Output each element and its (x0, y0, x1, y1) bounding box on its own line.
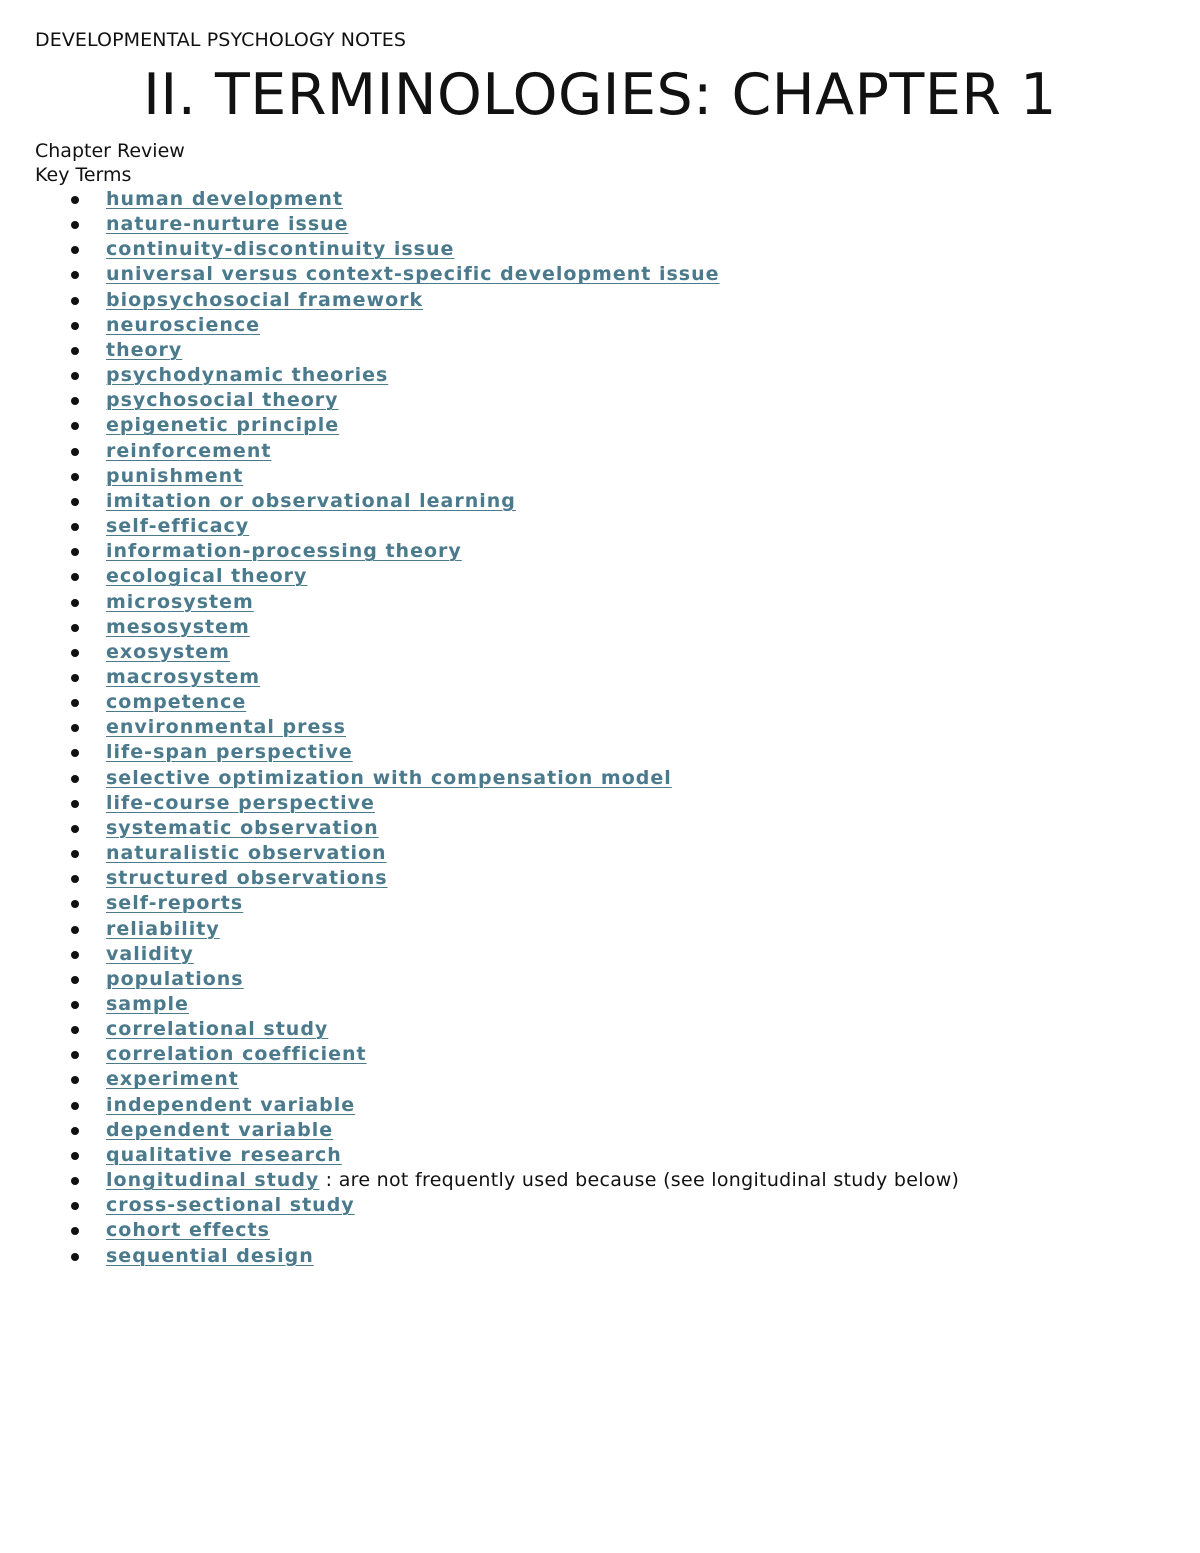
term-link[interactable]: correlation coefficient (106, 1043, 367, 1066)
page-title: II. TERMINOLOGIES: CHAPTER 1 (143, 62, 1057, 128)
term-link[interactable]: imitation or observational learning (106, 489, 516, 512)
term-link[interactable]: independent variable (106, 1093, 356, 1116)
term-link[interactable]: universal versus context-specific development issue (106, 263, 720, 286)
term-link[interactable]: cohort effects (106, 1219, 270, 1242)
bullet-icon (71, 599, 79, 607)
bullet-icon (71, 271, 79, 279)
term-with-note (106, 1168, 959, 1193)
bullet-icon (71, 900, 79, 908)
bullet-icon (71, 1227, 79, 1235)
bullet-icon (71, 775, 79, 783)
term-link[interactable]: sample (106, 993, 189, 1015)
bullet-icon (71, 850, 79, 858)
document-header: DEVELOPMENTAL PSYCHOLOGY NOTES (35, 29, 407, 51)
term-link[interactable]: correlational study (106, 1018, 329, 1041)
bullet-icon (71, 1076, 79, 1084)
term-link[interactable]: systematic observation (106, 816, 379, 839)
bullet-icon (71, 825, 79, 833)
key-terms-heading: Key Terms (35, 164, 132, 186)
term-note: : are not frequently used because (see longitudinal study below) (319, 1169, 960, 1192)
bullet-icon (71, 1202, 79, 1210)
bullet-icon (71, 1127, 79, 1135)
bullet-icon (71, 347, 79, 355)
term-link[interactable]: exosystem (106, 640, 230, 663)
bullet-icon (71, 422, 79, 430)
term-link[interactable]: continuity-discontinuity issue (106, 238, 455, 261)
bullet-icon (71, 448, 79, 456)
bullet-icon (71, 875, 79, 883)
bullet-icon (71, 1253, 79, 1261)
term-link[interactable]: populations (106, 967, 244, 990)
term-link[interactable]: structured observations (106, 867, 388, 890)
bullet-icon (71, 649, 79, 657)
bullet-icon (71, 699, 79, 707)
chapter-review-heading: Chapter Review (35, 140, 185, 162)
bullet-icon (71, 674, 79, 682)
term-link[interactable]: validity (106, 942, 194, 965)
bullet-icon (71, 473, 79, 481)
bullet-icon (71, 548, 79, 556)
bullet-icon (71, 1177, 79, 1185)
term-link[interactable]: cross-sectional study (106, 1194, 355, 1217)
bullet-icon (71, 523, 79, 531)
bullet-icon (71, 196, 79, 204)
bullet-icon (71, 1026, 79, 1034)
bullet-icon (71, 246, 79, 254)
bullet-icon (71, 976, 79, 984)
term-link[interactable]: ecological theory (106, 565, 308, 588)
term-link[interactable]: theory (106, 338, 183, 361)
bullet-icon (71, 397, 79, 405)
term-link[interactable]: self-efficacy (106, 515, 250, 538)
bullet-icon (71, 1001, 79, 1009)
term-link[interactable]: psychosocial theory (106, 389, 339, 412)
bullet-icon (71, 297, 79, 305)
term-link[interactable]: qualitative research (106, 1143, 342, 1166)
bullet-icon (71, 800, 79, 808)
term-link[interactable]: longitudinal study (106, 1169, 320, 1192)
bullet-icon (71, 624, 79, 632)
term-link[interactable]: experiment (106, 1068, 239, 1091)
term-link[interactable]: life-span perspective (106, 741, 353, 764)
term-link[interactable]: competence (106, 691, 247, 714)
bullet-icon (71, 724, 79, 732)
bullet-icon (71, 951, 79, 959)
term-link[interactable]: microsystem (106, 590, 254, 613)
term-link[interactable]: epigenetic principle (106, 414, 340, 437)
term-link[interactable]: mesosystem (106, 615, 250, 638)
bullet-icon (71, 573, 79, 581)
term-link[interactable]: information-processing theory (106, 540, 462, 563)
bullet-icon (71, 372, 79, 380)
term-link[interactable]: dependent variable (106, 1118, 334, 1141)
term-link[interactable]: reinforcement (106, 439, 272, 462)
term-link[interactable]: self-reports (106, 892, 244, 915)
bullet-icon (71, 1051, 79, 1059)
term-link[interactable]: nature-nurture issue (106, 213, 349, 236)
term-link[interactable]: sequential design (106, 1244, 314, 1267)
bullet-icon (71, 498, 79, 506)
bullet-icon (71, 749, 79, 757)
bullet-icon (71, 1152, 79, 1160)
term-link[interactable]: biopsychosocial framework (106, 288, 424, 311)
term-link[interactable]: reliability (106, 917, 220, 940)
bullet-icon (71, 926, 79, 934)
term-link[interactable]: human development (106, 188, 344, 210)
bullet-icon (71, 221, 79, 229)
bullet-icon (71, 1102, 79, 1110)
bullet-icon (71, 322, 79, 330)
term-link[interactable]: life-course perspective (106, 791, 375, 814)
term-link[interactable]: punishment (106, 464, 244, 487)
term-link[interactable]: selective optimization with compensation model (106, 766, 672, 789)
term-link[interactable]: neuroscience (106, 313, 261, 336)
term-link[interactable]: naturalistic observation (106, 842, 387, 865)
term-link[interactable]: environmental press (106, 716, 346, 739)
term-link[interactable]: macrosystem (106, 665, 261, 688)
term-link[interactable]: psychodynamic theories (106, 364, 389, 387)
